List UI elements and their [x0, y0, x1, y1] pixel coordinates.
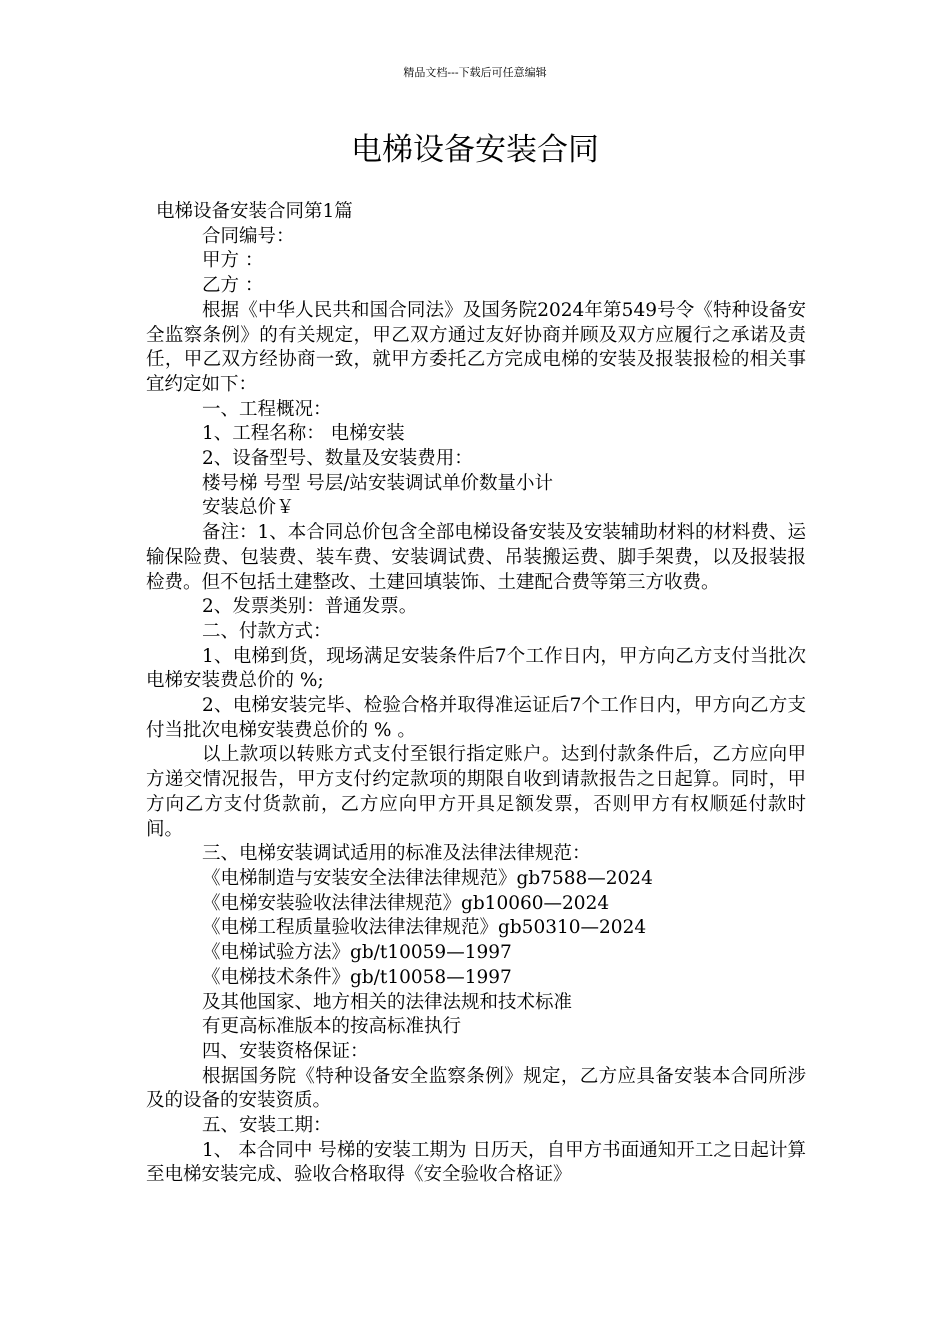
remarks-paragraph: 备注：1、本合同总价包含全部电梯设备安装及安装辅助材料的材料费、运输保险费、包装费、装车费、安装调试费、吊装搬运费、脚手架费，以及报装报检费。但不包括土建整改、土建回填装饰、土建配合费等第三方收费。 [146, 522, 806, 593]
standard-item: 《电梯工程质量验收法律法律规范》gb50310—2024 [202, 917, 647, 939]
standard-item: 《电梯制造与安装安全法律法律规范》gb7588—2024 [202, 867, 653, 889]
heading-construction-period: 五、安装工期： [202, 1115, 332, 1137]
construction-period-clause-1: 1、 本合同中 号梯的安装工期为 日历天，自甲方书面通知开工之日起计算至电梯安装完成、验收合格取得《安全验收合格证》 [146, 1139, 806, 1186]
page-header-note: 精品文档---下载后可任意编辑 [403, 66, 547, 79]
contract-number-line: 合同编号： [202, 225, 295, 247]
equipment-table-header-line: 楼号梯 号型 号层/站安装调试单价数量小计 [202, 472, 553, 494]
party-b-line: 乙方 ： [202, 275, 264, 297]
standard-item: 《电梯技术条件》gb/t10058—1997 [202, 966, 512, 988]
higher-standard-line: 有更高标准版本的按高标准执行 [202, 1016, 462, 1038]
heading-qualification: 四、安装资格保证： [202, 1040, 369, 1062]
standard-item: 《电梯安装验收法律法律规范》gb10060—2024 [202, 892, 610, 914]
total-price-line: 安装总价￥ [202, 497, 295, 519]
heading-project-overview: 一、工程概况： [202, 398, 332, 420]
preamble-paragraph: 根据《中华人民共和国合同法》及国务院2024年第549号令《特种设备安全监察条例》的有关规定，甲乙双方通过友好协商并顾及双方应履行之承诺及责任，甲乙双方经协商一致，就甲方委托乙方完成电梯的安装及报装报检的相关事宜约定如下： [146, 299, 806, 395]
payment-clause-1: 1、电梯到货，现场满足安装条件后7个工作日内，甲方向乙方支付当批次电梯安装费总价的 %; [146, 645, 806, 692]
payment-clause-2: 2、电梯安装完毕、检验合格并取得准运证后7个工作日内，甲方向乙方支付当批次电梯安装费总价的 % 。 [146, 695, 806, 741]
section-title: 电梯设备安装合同第1篇 [156, 201, 353, 222]
other-standards-line: 及其他国家、地方相关的法律法规和技术标准 [202, 991, 573, 1013]
payment-transfer-paragraph: 以上款项以转账方式支付至银行指定账户。达到付款条件后，乙方应向甲方递交情况报告，甲方支付约定款项的期限自收到请款报告之日起算。同时，甲方向乙方支付货款前，乙方应向甲方开具足额发票，否则甲方有权顺延付款时间。 [146, 744, 806, 840]
project-name-line: 1、工程名称： 电梯安装 [202, 423, 405, 445]
equipment-model-line: 2、设备型号、数量及安装费用： [202, 448, 473, 470]
invoice-type-line: 2、发票类别：普通发票。 [202, 596, 418, 618]
party-a-line: 甲方 ： [202, 250, 264, 272]
document-body [146, 200, 806, 1188]
qualification-paragraph: 根据国务院《特种设备安全监察条例》规定，乙方应具备安装本合同所涉及的设备的安装资质。 [146, 1065, 806, 1112]
heading-standards: 三、电梯安装调试适用的标准及法律法律规范： [202, 843, 591, 865]
document-title: 电梯设备安装合同 [351, 132, 599, 168]
standard-item: 《电梯试验方法》gb/t10059—1997 [202, 942, 512, 964]
heading-payment-method: 二、付款方式： [202, 620, 332, 642]
